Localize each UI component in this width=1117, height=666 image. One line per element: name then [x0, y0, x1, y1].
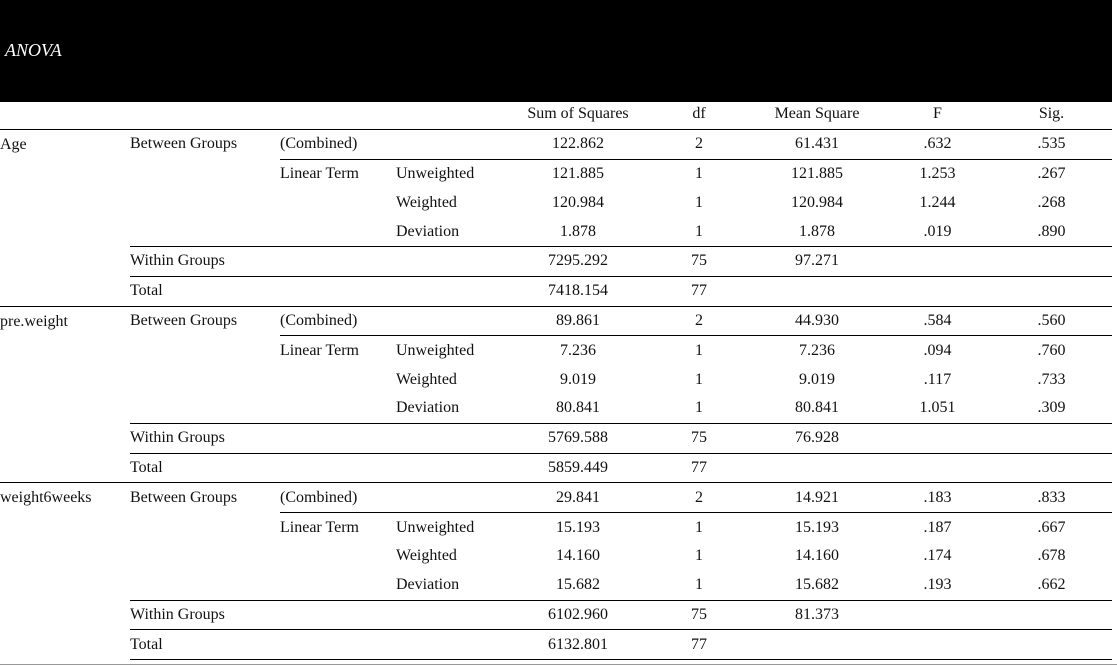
weighting-label: Weighted [396, 547, 457, 565]
anova-table [0, 100, 1112, 660]
sum-of-squares-cell: 120.984 [552, 193, 604, 211]
anova-body [0, 129, 1112, 659]
header-sig: Sig. [1038, 105, 1065, 123]
table-row [0, 336, 1112, 365]
group-label: Between Groups [130, 483, 280, 513]
group-label: Within Groups [130, 246, 280, 276]
group-label: Between Groups [130, 129, 280, 159]
header-spacer [130, 100, 280, 129]
group-label [130, 159, 280, 188]
f-cell [884, 423, 991, 453]
term-label: Linear Term [280, 513, 396, 542]
weighting-label: Weighted [396, 193, 457, 211]
sig-cell: .662 [1037, 576, 1066, 594]
group-label: Total [130, 453, 280, 483]
df-cell: 77 [648, 630, 750, 660]
mean-square-cell [750, 630, 884, 660]
mean-square-cell: 15.193 [750, 513, 884, 542]
sig-cell: .678 [1037, 547, 1066, 565]
f-cell: .094 [884, 336, 991, 365]
sum-of-squares-cell: 122.862 [508, 129, 648, 159]
weighting-label [396, 600, 508, 630]
mean-square-cell: 121.885 [750, 159, 884, 188]
variable-name: pre.weight [0, 306, 130, 483]
table-row [0, 542, 1112, 571]
mean-square-cell: 80.841 [795, 399, 839, 417]
df-cell: 1 [695, 576, 703, 594]
df-cell: 1 [648, 159, 750, 188]
table-row [0, 394, 1112, 423]
term-label [280, 365, 396, 394]
sum-of-squares-cell: 29.841 [508, 483, 648, 513]
table-row [0, 513, 1112, 542]
sum-of-squares-cell: 7295.292 [508, 246, 648, 276]
table-title: ANOVA [5, 40, 62, 60]
table-row [0, 159, 1112, 188]
table-row [0, 630, 1112, 660]
header-spacer [0, 100, 130, 129]
sum-of-squares-cell: 80.841 [556, 399, 600, 417]
sum-of-squares-cell: 7418.154 [508, 276, 648, 306]
df-cell: 1 [695, 547, 703, 565]
header-f: F [933, 105, 942, 123]
mean-square-cell: 7.236 [750, 336, 884, 365]
group-label [130, 571, 280, 600]
df-cell: 1 [695, 193, 703, 211]
weighting-label: Deviation [396, 576, 460, 594]
mean-square-cell: 14.160 [795, 547, 839, 565]
f-cell: 1.253 [884, 159, 991, 188]
header-sum-of-squares: Sum of Squares [527, 105, 629, 123]
term-label [280, 217, 396, 246]
df-cell: 77 [648, 453, 750, 483]
group-label [130, 542, 280, 571]
table-row [0, 423, 1112, 453]
group-label [130, 513, 280, 542]
sig-cell: .309 [1037, 399, 1066, 417]
mean-square-cell: 76.928 [750, 423, 884, 453]
mean-square-cell [750, 453, 884, 483]
group-label: Total [130, 630, 280, 660]
f-cell: .632 [884, 129, 991, 159]
variable-name: weight6weeks [0, 483, 130, 660]
term-label: (Combined) [280, 483, 396, 513]
df-cell: 2 [648, 483, 750, 513]
table-row [0, 571, 1112, 600]
group-label: Within Groups [130, 423, 280, 453]
weighting-label [396, 483, 508, 513]
df-cell: 1 [648, 336, 750, 365]
sig-cell: .535 [991, 129, 1112, 159]
f-cell: .193 [923, 576, 952, 594]
sig-cell [991, 276, 1112, 306]
mean-square-cell: 1.878 [799, 222, 835, 240]
f-cell: 1.051 [919, 399, 956, 417]
f-cell: .174 [923, 547, 952, 565]
group-label: Within Groups [130, 600, 280, 630]
weighting-label: Unweighted [396, 336, 508, 365]
f-cell: .117 [923, 370, 952, 388]
sig-cell [991, 453, 1112, 483]
sig-cell: .268 [1037, 193, 1066, 211]
sum-of-squares-cell: 5859.449 [508, 453, 648, 483]
sum-of-squares-cell: 9.019 [560, 370, 596, 388]
sum-of-squares-cell: 15.193 [508, 513, 648, 542]
sum-of-squares-cell: 7.236 [508, 336, 648, 365]
table-row [0, 129, 1112, 159]
mean-square-cell: 15.682 [795, 576, 839, 594]
weighting-label [396, 129, 508, 159]
f-cell: 1.244 [919, 193, 956, 211]
df-cell: 75 [648, 423, 750, 453]
group-label [130, 336, 280, 365]
sum-of-squares-cell: 89.861 [508, 306, 648, 336]
weighting-label: Weighted [396, 370, 457, 388]
title-bar [0, 0, 1112, 102]
term-label [280, 630, 396, 660]
mean-square-cell: 44.930 [750, 306, 884, 336]
table-row [0, 483, 1112, 513]
weighting-label: Deviation [396, 399, 460, 417]
sig-cell: .267 [991, 159, 1112, 188]
sig-cell: .560 [991, 306, 1112, 336]
df-cell: 2 [648, 129, 750, 159]
table-row [0, 246, 1112, 276]
sig-cell [991, 423, 1112, 453]
sum-of-squares-cell: 15.682 [556, 576, 600, 594]
term-label: Linear Term [280, 336, 396, 365]
group-label [130, 394, 280, 423]
term-label [280, 423, 396, 453]
variable-name: Age [0, 129, 130, 306]
weighting-label [396, 306, 508, 336]
header-spacer [396, 100, 508, 129]
mean-square-cell [750, 276, 884, 306]
weighting-label [396, 423, 508, 453]
table-row [0, 188, 1112, 217]
df-cell: 1 [695, 370, 703, 388]
table-row [0, 600, 1112, 630]
weighting-label [396, 453, 508, 483]
mean-square-cell: 14.921 [750, 483, 884, 513]
table-row [0, 453, 1112, 483]
df-cell: 75 [648, 246, 750, 276]
df-cell: 2 [648, 306, 750, 336]
table-row [0, 276, 1112, 306]
mean-square-cell: 97.271 [750, 246, 884, 276]
f-cell [884, 276, 991, 306]
bottom-rule [0, 664, 1117, 665]
table-row [0, 217, 1112, 246]
f-cell [884, 246, 991, 276]
df-cell: 1 [648, 513, 750, 542]
group-label [130, 188, 280, 217]
mean-square-cell: 120.984 [791, 193, 843, 211]
header-df: df [692, 105, 706, 123]
table-row [0, 365, 1112, 394]
group-label: Total [130, 276, 280, 306]
weighting-label [396, 630, 508, 660]
weighting-label: Unweighted [396, 513, 508, 542]
sig-cell [991, 630, 1112, 660]
df-cell: 1 [695, 399, 703, 417]
weighting-label: Deviation [396, 222, 460, 240]
sum-of-squares-cell: 5769.588 [508, 423, 648, 453]
weighting-label [396, 246, 508, 276]
mean-square-cell: 61.431 [750, 129, 884, 159]
term-label [280, 276, 396, 306]
term-label [280, 246, 396, 276]
f-cell: .584 [884, 306, 991, 336]
term-label: (Combined) [280, 306, 396, 336]
sum-of-squares-cell: 14.160 [556, 547, 600, 565]
df-cell: 1 [695, 222, 703, 240]
header-mean-square: Mean Square [774, 105, 860, 123]
sig-cell: .733 [1037, 370, 1066, 388]
f-cell: .019 [923, 222, 952, 240]
sum-of-squares-cell: 6132.801 [508, 630, 648, 660]
sum-of-squares-cell: 121.885 [508, 159, 648, 188]
mean-square-cell: 81.373 [750, 600, 884, 630]
group-label [130, 365, 280, 394]
sum-of-squares-cell: 1.878 [560, 222, 596, 240]
f-cell [884, 453, 991, 483]
header-row [0, 100, 1112, 129]
f-cell [884, 600, 991, 630]
term-label [280, 188, 396, 217]
term-label [280, 542, 396, 571]
f-cell [884, 630, 991, 660]
sig-cell: .833 [991, 483, 1112, 513]
group-label: Between Groups [130, 306, 280, 336]
term-label [280, 600, 396, 630]
weighting-label: Unweighted [396, 159, 508, 188]
table-row [0, 306, 1112, 336]
header-spacer [280, 100, 396, 129]
term-label [280, 394, 396, 423]
term-label [280, 571, 396, 600]
weighting-label [396, 276, 508, 306]
sum-of-squares-cell: 6102.960 [508, 600, 648, 630]
group-label [130, 217, 280, 246]
mean-square-cell: 9.019 [799, 370, 835, 388]
sig-cell: .760 [991, 336, 1112, 365]
df-cell: 75 [648, 600, 750, 630]
df-cell: 77 [648, 276, 750, 306]
sig-cell: .890 [1037, 222, 1066, 240]
term-label [280, 453, 396, 483]
sig-cell [991, 246, 1112, 276]
sig-cell [991, 600, 1112, 630]
term-label: Linear Term [280, 159, 396, 188]
sig-cell: .667 [991, 513, 1112, 542]
f-cell: .183 [884, 483, 991, 513]
f-cell: .187 [884, 513, 991, 542]
term-label: (Combined) [280, 129, 396, 159]
